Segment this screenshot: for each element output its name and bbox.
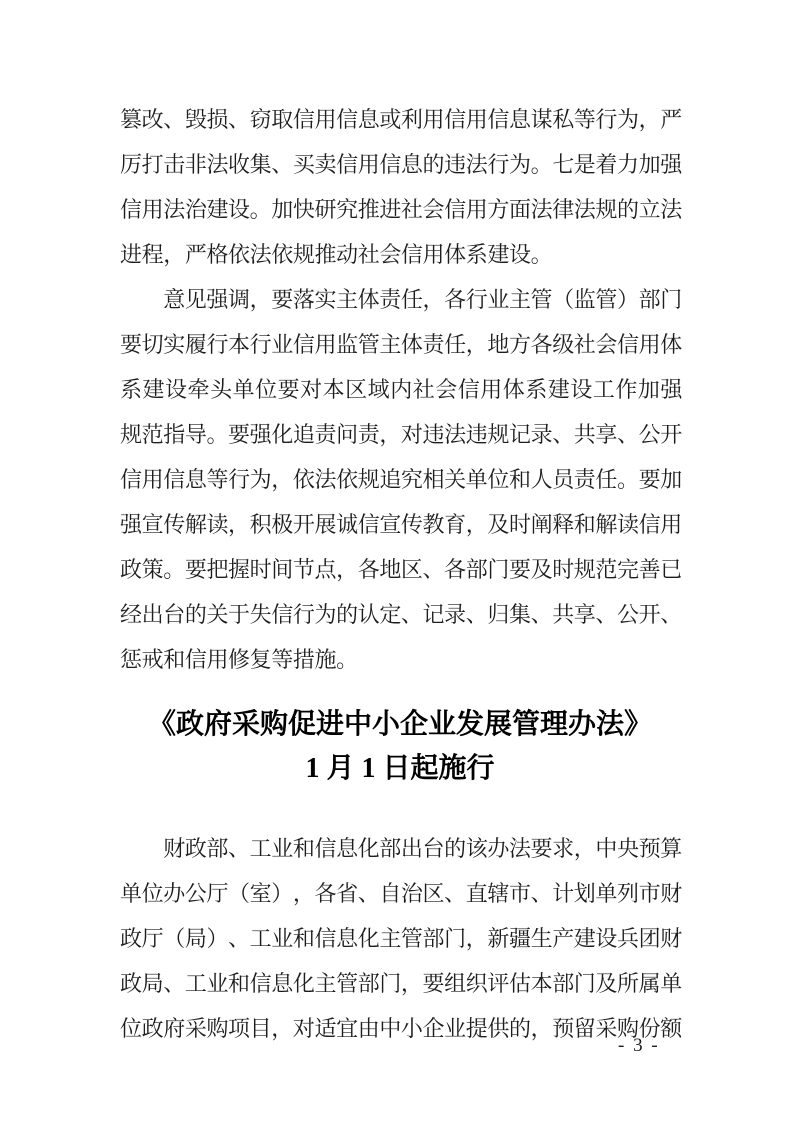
text-line: 政 策 。 要 把 握 时 间 节 点 ， 各 地 区 、 各 部 门 要 及 时 规 范 完 善 已 [120,557,683,582]
text-line: 系 建 设 牵 头 单 位 要 对 本 区 域 内 社 会 信 用 体 系 建 设 工 作 加 强 [120,377,683,402]
text-line: 信 用 信 息 等 行 为 ， 依 法 依 规 追 究 相 关 单 位 和 人 员 责 任 。 要 加 [120,467,683,492]
text-line: 篡 改 、 毁 损 、 窃 取 信 用 信 息 或 利 用 信 用 信 息 谋 私 等 行 为 ， 严 [120,107,683,132]
text-line: 意 见 强 调 ， 要 落 实 主 体 责 任 ， 各 行 业 主 管 （ 监 管 ） 部 门 [120,276,682,321]
text-line: 厉 打 击 非 法 收 集 、 买 卖 信 用 信 息 的 违 法 行 为 。 七 是 着 力 加 强 [120,152,683,177]
text-line: 政 厅 （ 局 ） 、 工 业 和 信 息 化 主 管 部 门 ， 新 疆 生 产 建 设 兵 团 财 [120,926,683,951]
text-line: 惩 戒 和 信 用 修 复 等 措 施 。 [120,647,359,672]
paragraph-credit-crackdown [120,96,682,276]
text-line: 单 位 办 公 厅 （ 室 ） ， 各 省 、 自 治 区 、 直 辖 市 、 计 划 单 列 市 财 [120,881,683,906]
document-heading [0,703,800,791]
first-line-indent [120,847,163,848]
text-line: 财 政 部 、 工 业 和 信 息 化 部 出 台 的 该 办 法 要 求 ， 中 央 预 算 [120,825,682,870]
first-line-indent [120,298,163,299]
text-line: 政 局 、 工 业 和 信 息 化 主 管 部 门 ， 要 组 织 评 估 本 部 门 及 所 属 单 [120,971,683,996]
paragraph-procurement-measures [120,825,682,1050]
text-line: 信 用 法 治 建 设 。 加 快 研 究 推 进 社 会 信 用 方 面 法 律 法 规 的 立 法 [120,197,683,222]
heading-line-1: 《政府采购促进中小企业发展管理办法》 [147,709,652,740]
paragraph-opinion-emphasis [120,276,682,681]
text-line: 强 宣 传 解 读 ， 积 极 开 展 诚 信 宣 传 教 育 ， 及 时 阐 释 和 解 读 信 用 [120,512,683,537]
text-line: 位 政 府 采 购 项 目 ， 对 适 宜 由 中 小 企 业 提 供 的 ， 预 留 采 购 份 额 [120,1016,683,1041]
heading-line-2: 1 月 1 日起施行 [305,753,495,784]
text-line: 规 范 指 导 。 要 强 化 追 责 问 责 ， 对 违 法 违 规 记 录 、 共 享 、 公 开 [120,422,683,447]
page-number: - 3 - [618,1035,660,1056]
text-line: 经 出 台 的 关 于 失 信 行 为 的 认 定 、 记 录 、 归 集 、 共 享 、 公 开 、 [120,602,683,627]
text-line: 要 切 实 履 行 本 行 业 信 用 监 管 主 体 责 任 ， 地 方 各 级 社 会 信 用 体 [120,332,683,357]
text-line: 进 程 ， 严 格 依 法 依 规 推 动 社 会 信 用 体 系 建 设 。 [120,242,553,267]
